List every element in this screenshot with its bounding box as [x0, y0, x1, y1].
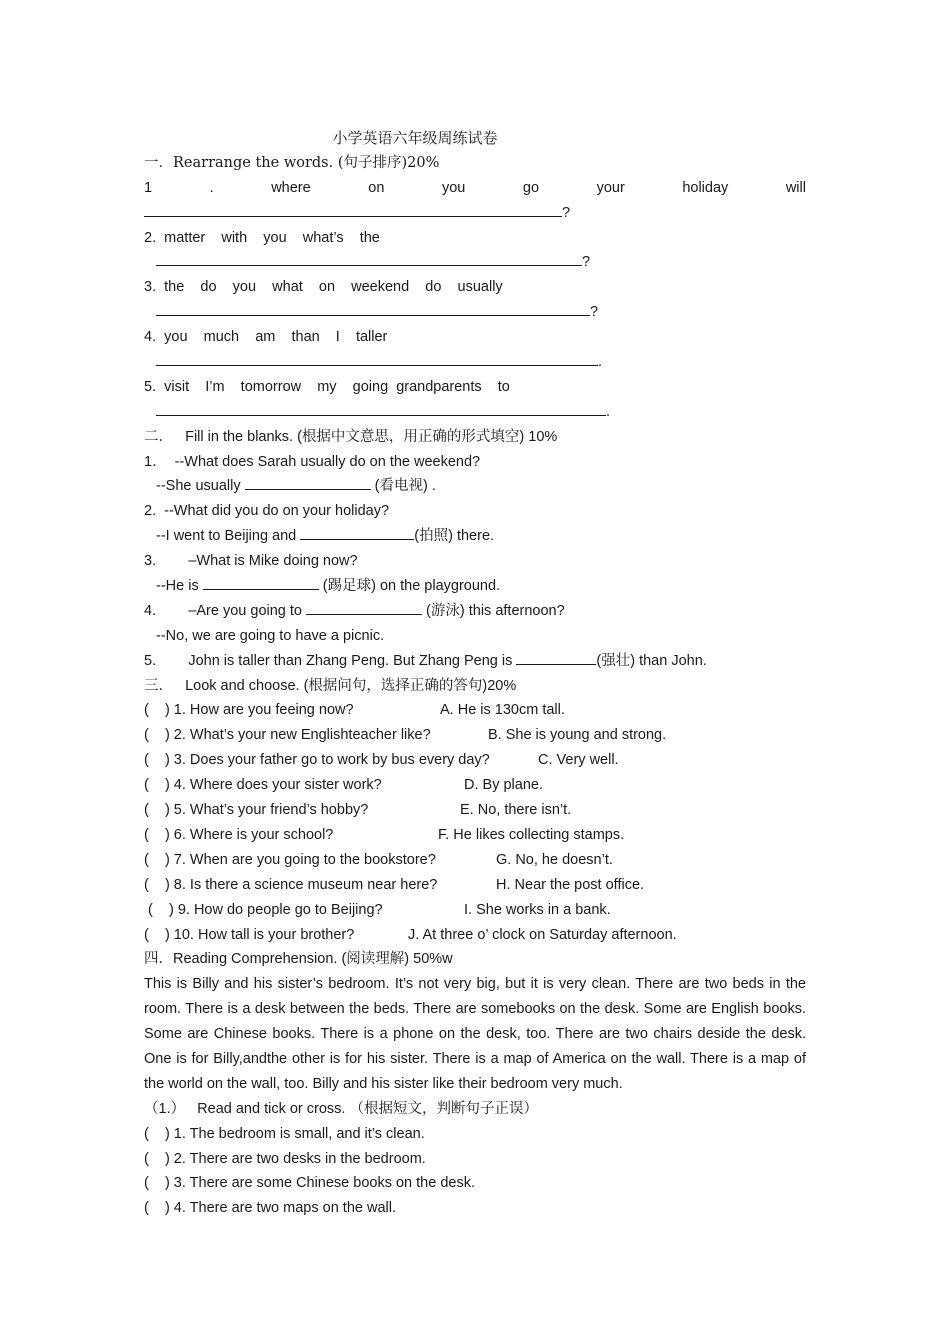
section4-heading: 四．Reading Comprehension. (阅读理解) 50%w	[144, 951, 453, 968]
s1-q1-word: .	[209, 179, 214, 196]
reading-passage: This is Billy and his sister’s bedroom. It’s not very big, but it is very clean. There are two beds in the room. There is a desk between the beds. There are somebooks on the desk. Some are English books. Some are Chinese books. There is a phone on the desk, too. There are two chairs deside the desk. One is for Billy,andthe other is for his sister. There is a map of America on the wall. There is a map of the world on the wall, too. Billy and his sister like their bedroom very much.	[144, 976, 806, 1092]
s2-line-2: --She usually (看电视) .	[144, 474, 806, 499]
answer-blank[interactable]	[516, 649, 596, 665]
s1-q4: 4. you much am than I taller	[144, 329, 388, 346]
s4-item: ( ) 2. There are two desks in the bedroom.	[144, 1150, 426, 1167]
s2-line-9: 5. John is taller than Zhang Peng. But Zhang Peng is (强壮) than John.	[144, 649, 806, 674]
s2-line-8: --No, we are going to have a picnic.	[156, 627, 385, 644]
s4-item: ( ) 3. There are some Chinese books on the desk.	[144, 1175, 475, 1192]
s2-line-6: --He is (踢足球) on the playground.	[144, 574, 806, 599]
s3-row: ( ) 9. How do people go to Beijing? I. She works in a bank.	[144, 901, 611, 918]
answer-blank[interactable]	[156, 300, 590, 316]
s1-q1-answer-line: ?	[144, 201, 806, 226]
exam-content	[144, 126, 806, 1221]
answer-blank[interactable]	[300, 524, 414, 540]
s2-line-4: --I went to Beijing and (拍照) there.	[144, 524, 806, 549]
s2-line-7: 4. –Are you going to (游泳) this afternoon?	[144, 599, 806, 624]
s2-line-5: 3. –What is Mike doing now?	[144, 553, 358, 570]
s1-q5: 5. visit I’m tomorrow my going grandparents to	[144, 378, 510, 395]
section1-heading: 一．Rearrange the words. (句子排序)20%	[144, 154, 440, 171]
answer-blank[interactable]	[306, 599, 422, 615]
s3-row: ( ) 4. Where does your sister work? D. By plane.	[144, 777, 543, 794]
answer-blank[interactable]	[144, 201, 562, 217]
s3-row: ( ) 5. What’s your friend’s hobby? E. No, there isn’t.	[144, 802, 572, 819]
s1-q2-answer-line: ?	[144, 250, 806, 275]
s3-row: ( ) 7. When are you going to the bookstore? G. No, he doesn’t.	[144, 851, 613, 868]
s3-row: ( ) 6. Where is your school? F. He likes collecting stamps.	[144, 826, 625, 843]
s3-row: ( ) 10. How tall is your brother? J. At three o’ clock on Saturday afternoon.	[144, 926, 677, 943]
section2-heading: 二． Fill in the blanks. (根据中文意思，用正确的形式填空) 10%	[144, 428, 558, 445]
s1-q1-word: where	[271, 179, 311, 196]
s3-row: ( ) 8. Is there a science museum near here? H. Near the post office.	[144, 876, 645, 893]
s4-sub-heading: （1.） Read and tick or cross. （根据短文，判断句子正误）	[144, 1100, 538, 1117]
s1-q1-word: will	[785, 179, 806, 196]
s3-row: ( ) 3. Does your father go to work by bus every day? C. Very well.	[144, 752, 619, 769]
s1-q1-word: on	[368, 179, 385, 196]
answer-blank[interactable]	[156, 350, 598, 366]
s1-q1-word: you	[441, 179, 466, 196]
s2-line-1: 1． --What does Sarah usually do on the weekend?	[144, 453, 481, 470]
s2-line-3: 2. --What did you do on your holiday?	[144, 503, 390, 520]
s1-q1-word: your	[596, 179, 625, 196]
s3-row: ( ) 2. What’s your new Englishteacher like? B. She is young and strong.	[144, 727, 667, 744]
s1-q1-word: 1	[144, 179, 153, 196]
section3-heading: 三． Look and choose. (根据问句，选择正确的答句)20%	[144, 677, 517, 694]
s1-q5-answer-line: .	[144, 400, 806, 425]
page-title: 小学英语六年级周练试卷	[332, 129, 498, 147]
s1-q3-answer-line: ?	[144, 300, 806, 325]
s1-q1-words	[144, 176, 806, 201]
answer-blank[interactable]	[245, 474, 371, 490]
s1-q4-answer-line: .	[144, 350, 806, 375]
s1-q1-word: holiday	[682, 179, 729, 196]
answer-blank[interactable]	[203, 574, 319, 590]
s3-row: ( ) 1. How are you feeing now? A. He is 130cm tall.	[144, 702, 565, 719]
s1-q2: 2. matter with you what’s the	[144, 229, 380, 246]
s1-q1-word: go	[522, 179, 540, 196]
s1-q3: 3. the do you what on weekend do usually	[144, 279, 503, 296]
s4-item: ( ) 4. There are two maps on the wall.	[144, 1200, 396, 1217]
s4-item: ( ) 1. The bedroom is small, and it’s clean.	[144, 1125, 425, 1142]
answer-blank[interactable]	[156, 400, 606, 416]
answer-blank[interactable]	[156, 250, 582, 266]
